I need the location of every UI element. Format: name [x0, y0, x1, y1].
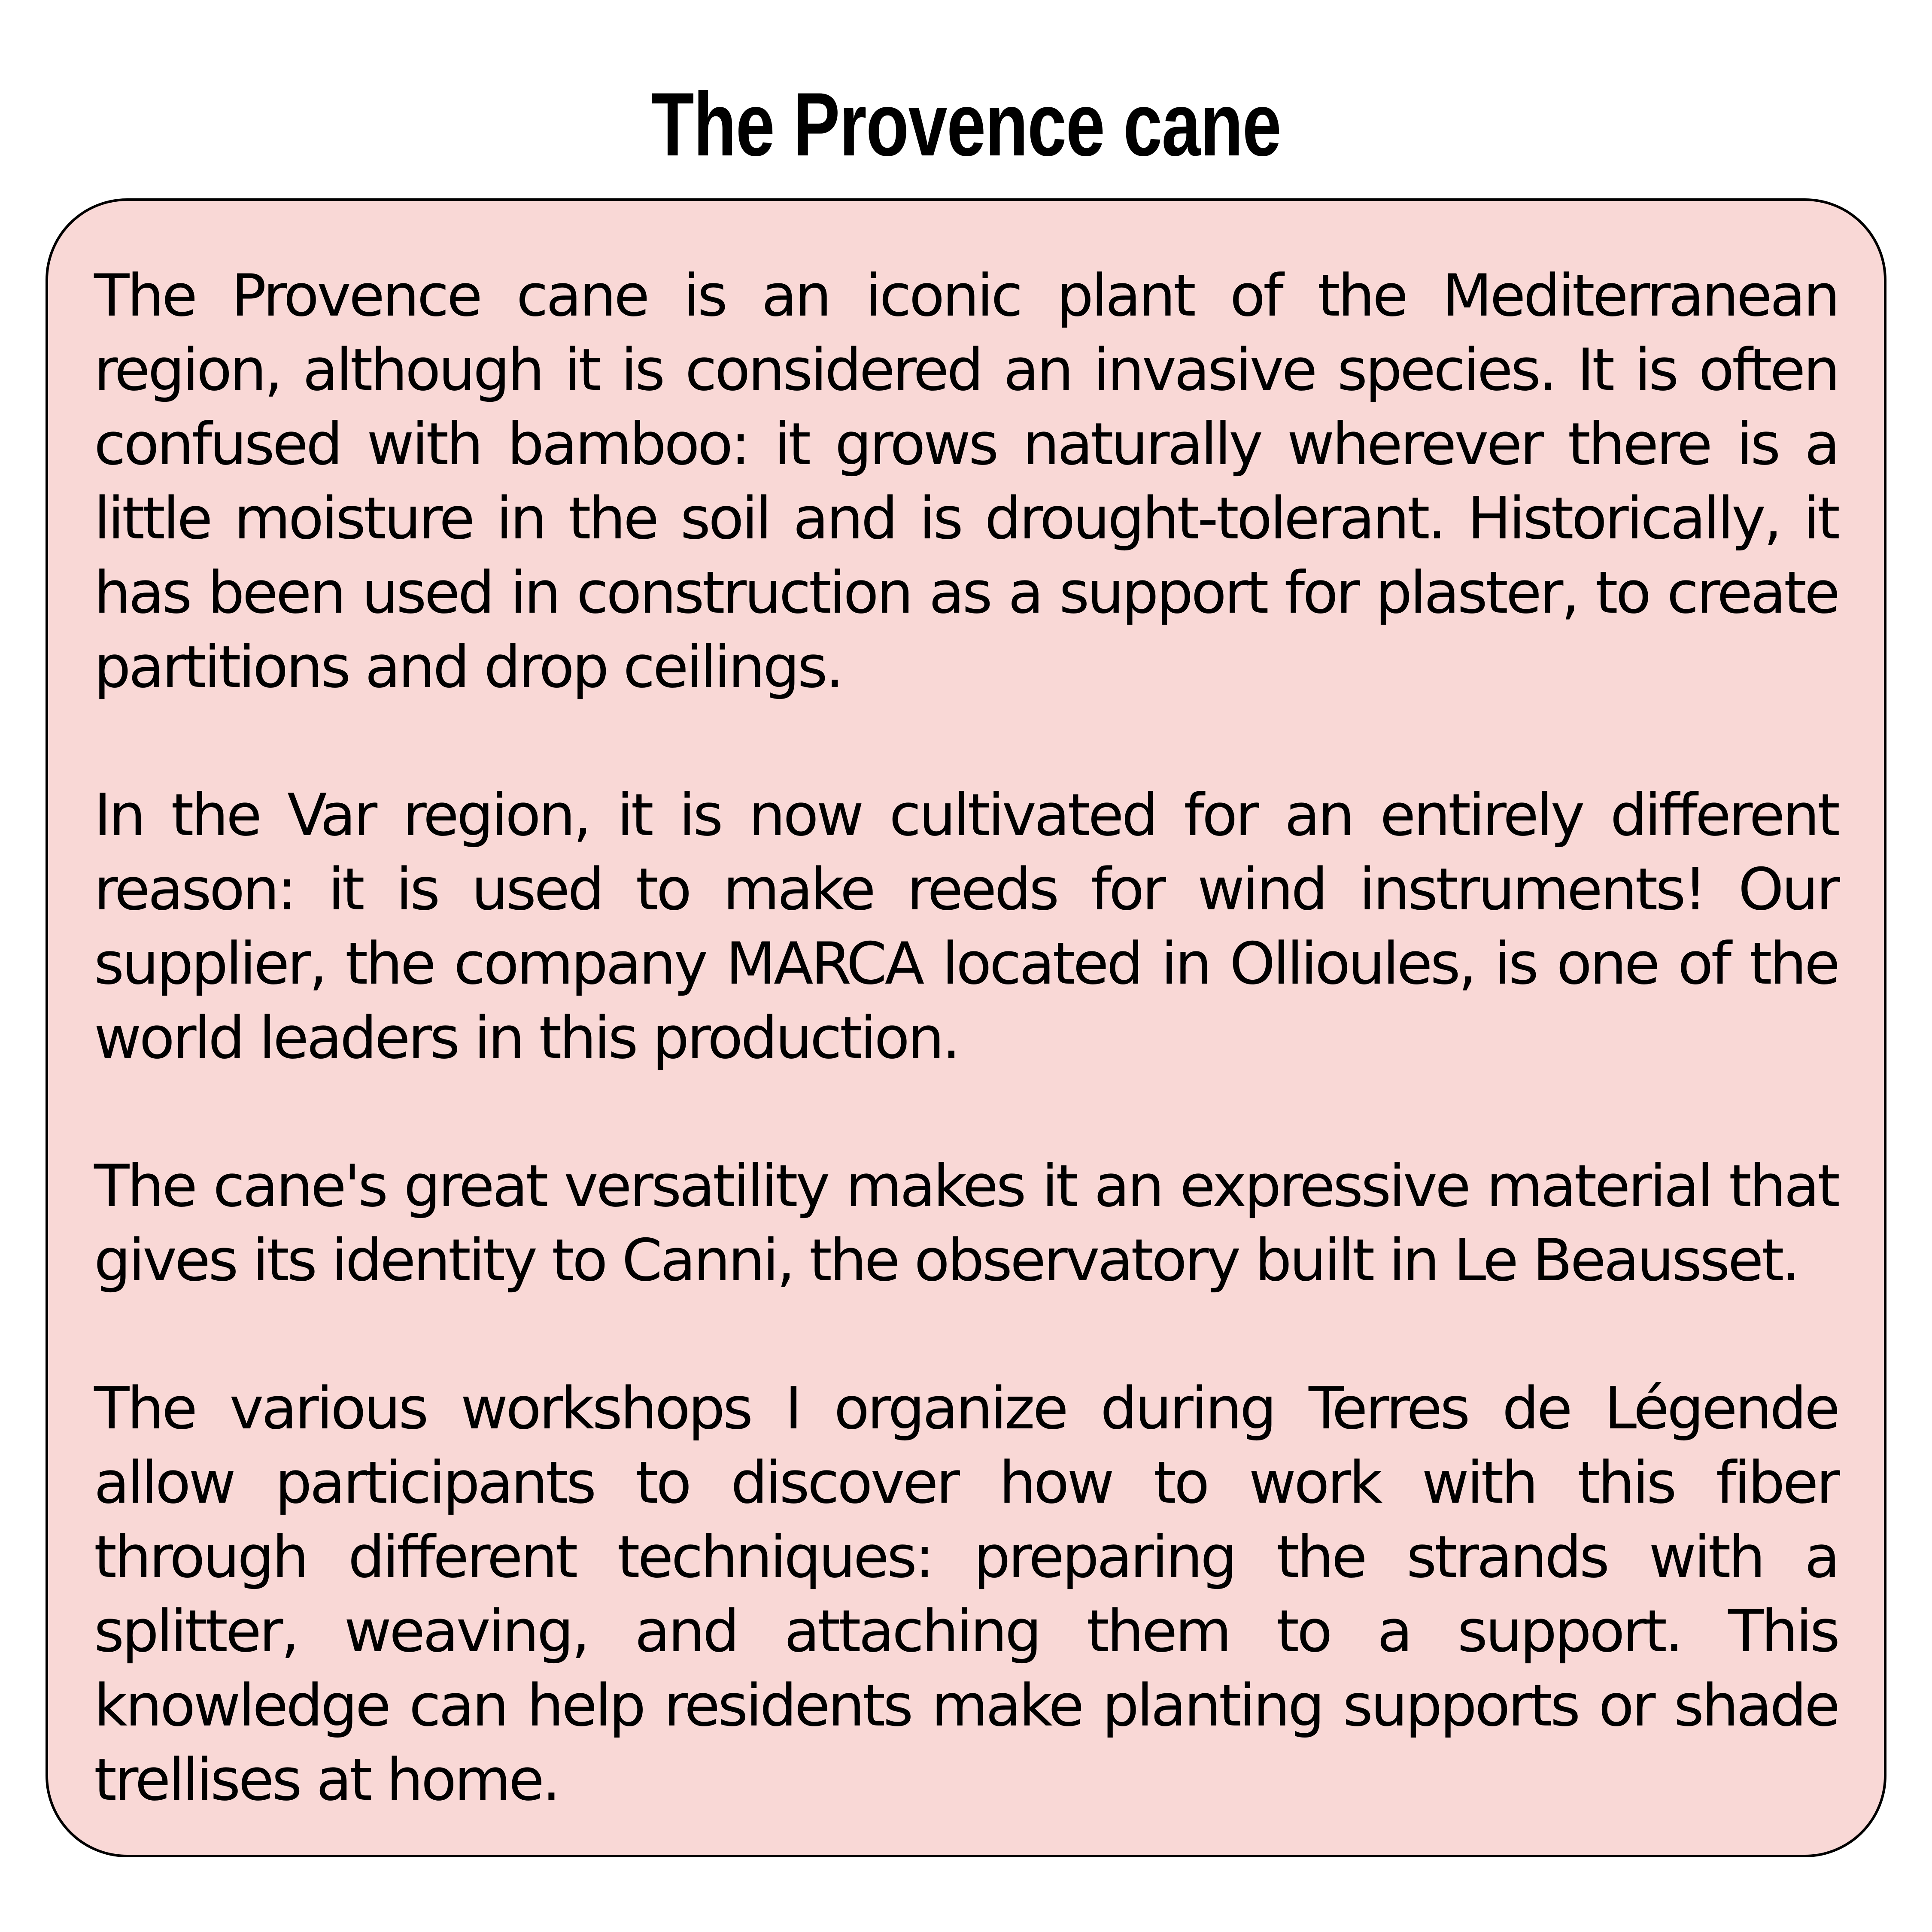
paragraph-plant-description: The Provence cane is an iconic plant of the Mediterranean region, although it is considered an invasive species. It is often confused with bamboo: it grows naturally wherever there is a little moisture in the soil and is drought-tolerant. Historically, it has been used in construction as a support for plaster, to create partitions and drop ceilings.: [94, 262, 1838, 701]
paragraph-reed-production: In the Var region, it is now cultivated for an entirely different reason: it is used to make reeds for wind instruments! Our supplier, the company MARCA located in Ollioules, is one of the world leaders in this production.: [94, 781, 1838, 1072]
text-panel: [46, 198, 1886, 1857]
page-title: The Provence cane: [651, 74, 1281, 175]
paragraph-workshops: The various workshops I organize during Terres de Légende allow participants to discover how to work with this fiber through different techniques: preparing the strands with a splitter, weaving, and attaching them to a support. This knowledge can help residents make planting supports or shade trellises at home.: [94, 1375, 1838, 1814]
paragraph-versatility: The cane's great versatility makes it an expressive material that gives its identity to Canni, the observatory built in Le Beausset.: [94, 1152, 1838, 1294]
